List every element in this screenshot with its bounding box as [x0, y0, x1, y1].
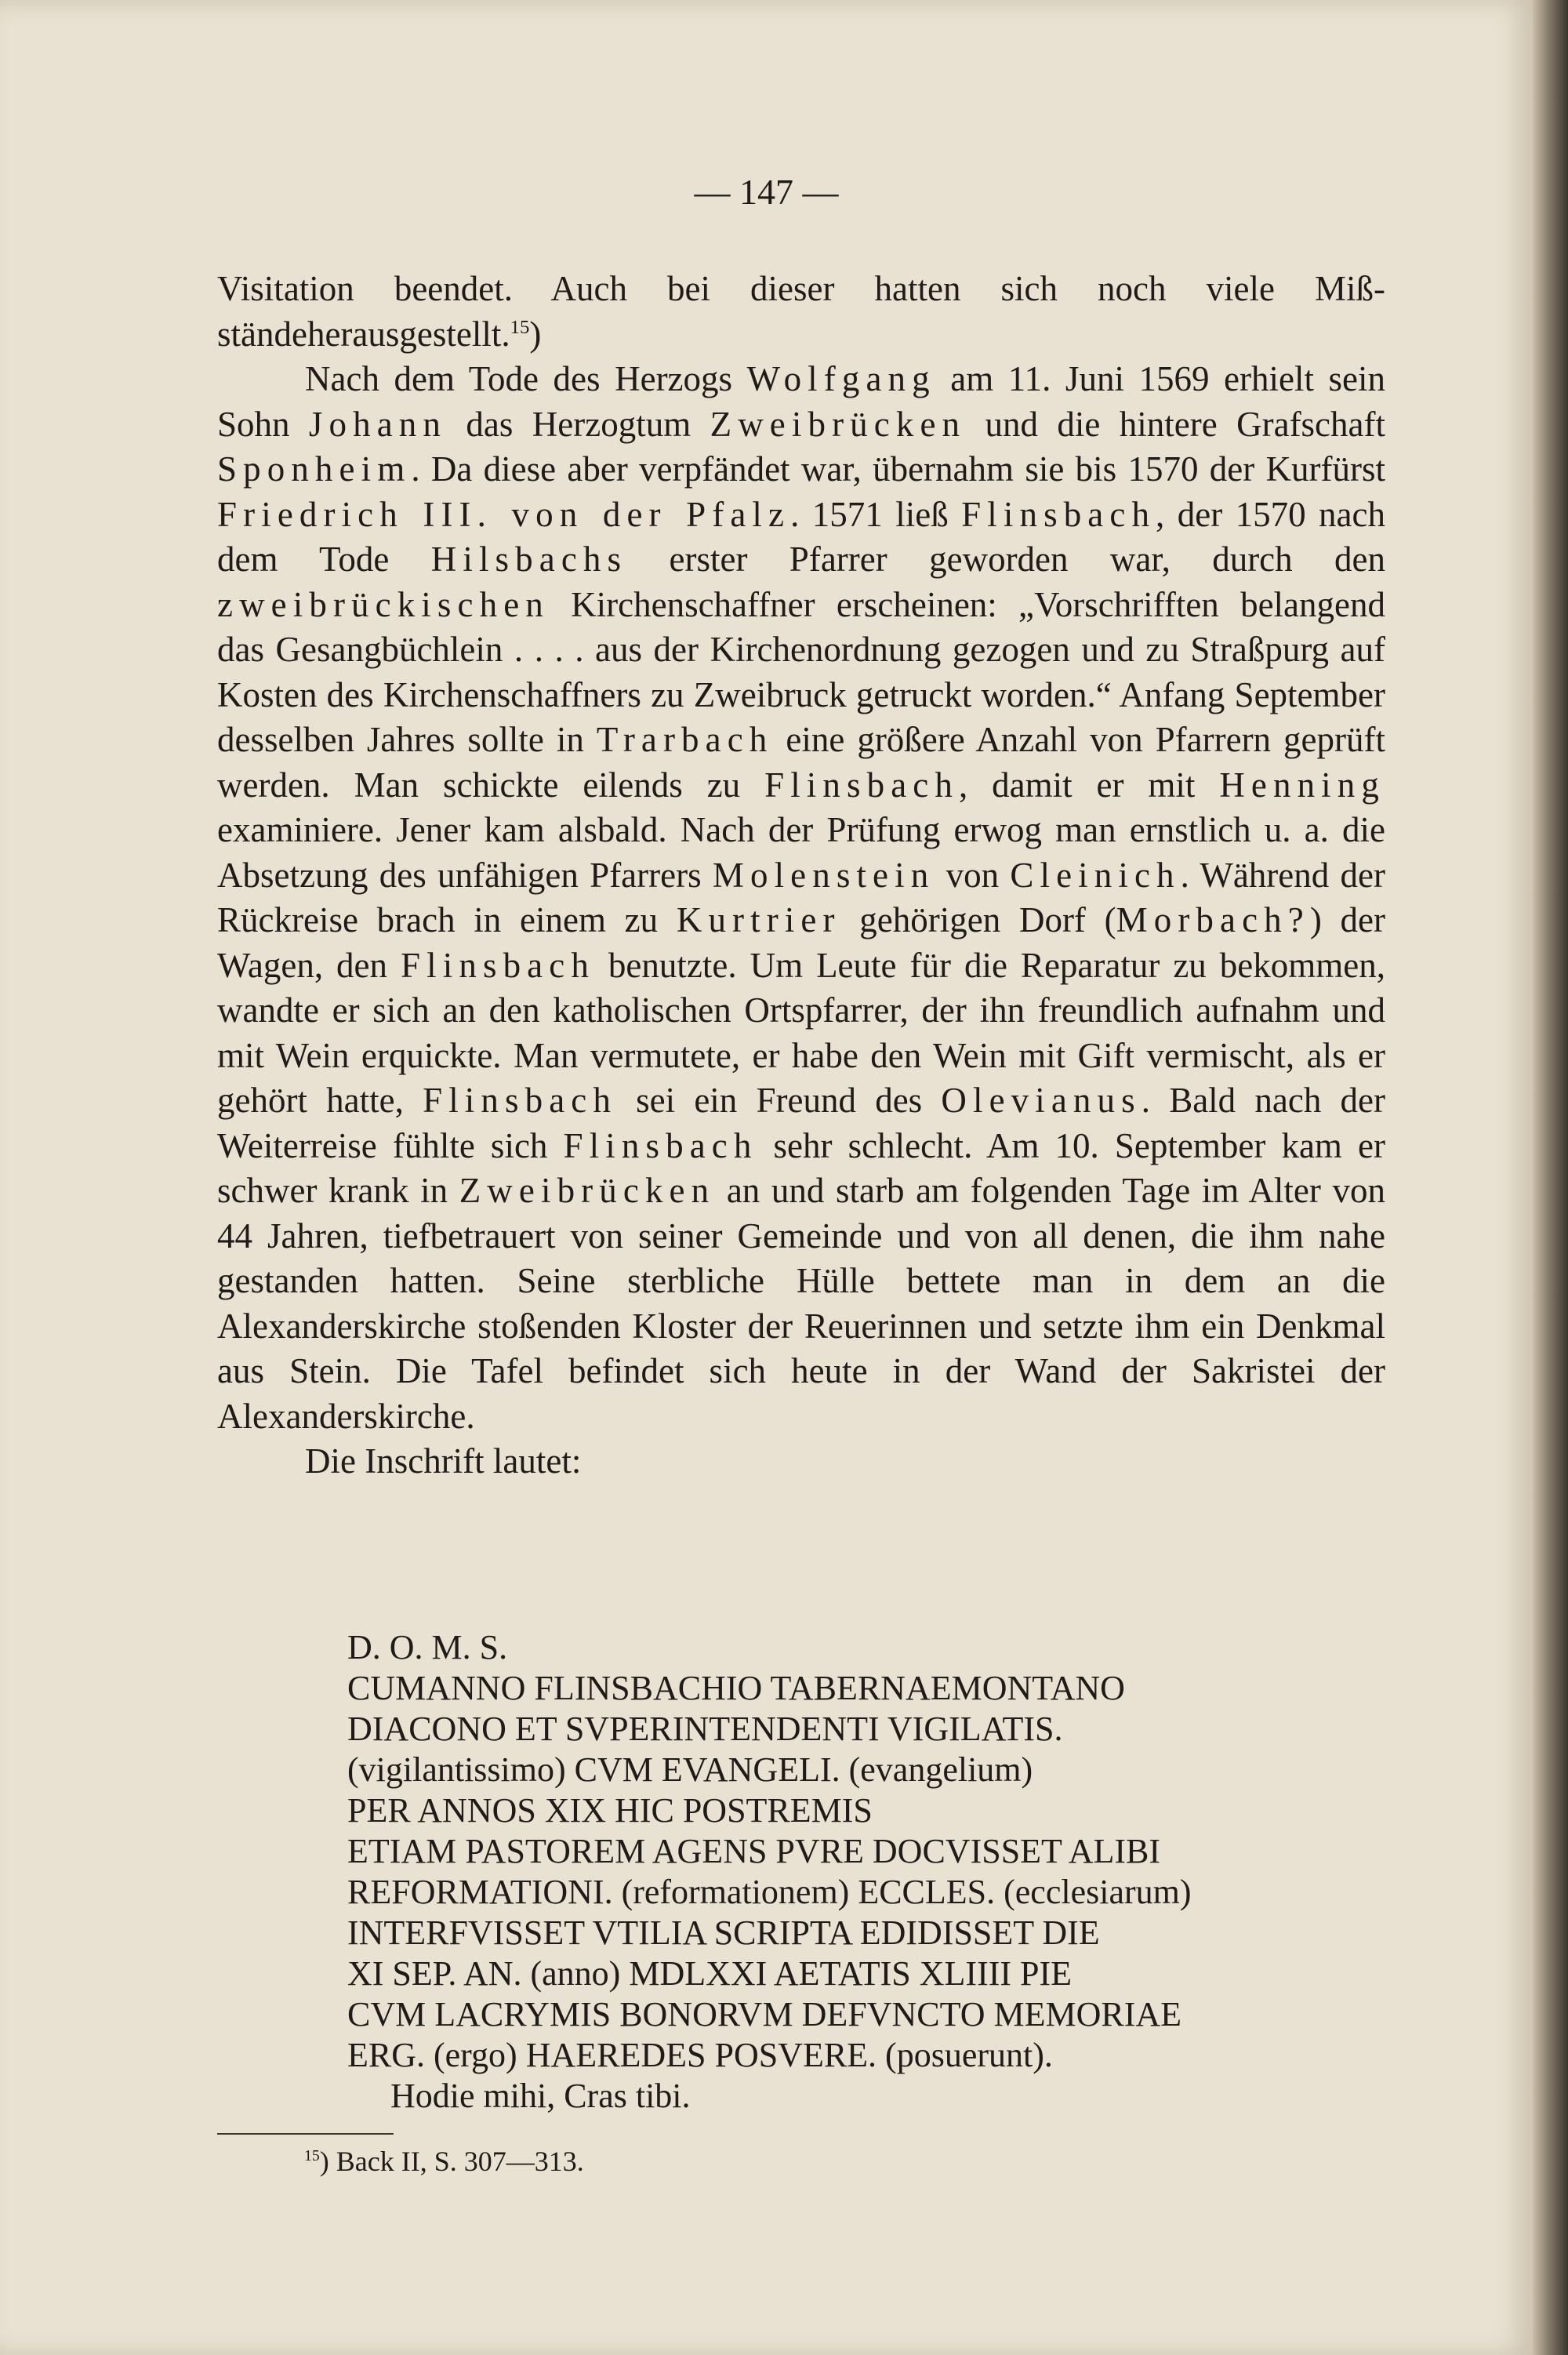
name-flinsbach: Flinsbach	[563, 1125, 758, 1165]
footnote: $^{15}$) Back II, S. 307—313.	[304, 2146, 584, 2177]
name-flinsbach: Flinsbach	[764, 765, 959, 805]
paragraph-1: Visitation beendet. Auch bei dieser hatten sich noch viele Miß-ständeherausgestellt.$^{15}$)	[217, 269, 1385, 354]
inscription-line: CUMANNO FLINSBACHIO TABERNAEMONTANO	[347, 1669, 1125, 1707]
footnote-ref: 15	[510, 316, 530, 338]
paragraph-3: Die Inschrift lautet:	[305, 1441, 582, 1481]
place-kurtrier: Kurtrier	[676, 900, 841, 939]
name-flinsbach: Flinsbach	[961, 494, 1156, 534]
paragraph-2: Nach dem Tode des Herzogs Wolfgang am 11. Juni 1569 erhielt sein Sohn Johann das Herzogtum Zweibrücken und die hintere Grafschaft Sponheim. Da diese aber verpfändet war, übernahm sie bis 1570 der Kurfürst Friedrich III. von der Pfalz. 1571 ließ Flinsbach, der 1570 nach dem Tode Hilsbachs erster Pfarrer geworden war, durch den zweibrückischen Kirchenschaffner erscheinen: „Vorschrifften belangend das Gesangbüchlein . . . . aus der Kirchenordnung gezogen und zu Straßpurg auf Kosten des Kirchenschaffners zu Zweibruck getruckt worden.“ Anfang September desselben Jahres sollte in Trarbach eine größere Anzahl von Pfarrern geprüft werden. Man schickte eilends zu Flinsbach, damit er mit Henning examiniere. Jener kam alsbald. Nach der Prüfung erwog man ernstlich u. a. die Absetzung des unfähigen Pfarrers Molenstein von Cleinich. Während der Rückreise brach in einem zu Kurtrier gehörigen Dorf (Morbach?) der Wagen, den Flinsbach benutzte. Um Leute für die Reparatur zu bekommen, wandte er sich an den katholischen Ortspfarrer, der ihn freundlich aufnahm und mit Wein erquickte. Man vermutete, er habe den Wein mit Gift vermischt, als er gehört hatte, Flinsbach sei ein Freund des Olevianus. Bald nach der Weiterreise fühlte sich Flinsbach sehr schlecht. Am 10. September kam er schwer krank in Zweibrücken an und starb am folgenden Tage im Alter von 44 Jahren, tiefbetrauert von seiner Gemeinde und von all denen, die ihm nahe gestanden hatten. Seine sterbliche Hülle bettete man in dem an die Alexanderskirche stoßenden Kloster der Reuerinnen und setzte ihm ein Denkmal aus Stein. Die Tafel befindet sich heute in der Wand der Sakristei der Alexanderskirche.	[217, 359, 1386, 1436]
inscription-closing: Hodie mihi, Cras tibi.	[390, 2077, 691, 2115]
inscription-line: INTERFVISSET VTILIA SCRIPTA EDIDISSET DIE	[347, 1913, 1100, 1952]
name-wolfgang: Wolfgang	[746, 359, 936, 398]
inscription-line: PER ANNOS XIX HIC POSTREMIS	[347, 1791, 873, 1830]
name-henning: Henning	[1219, 765, 1385, 805]
inscription-line: ETIAM PASTOREM AGENS PVRE DOCVISSET ALIBI	[347, 1832, 1161, 1870]
name-johann: Johann	[308, 404, 448, 444]
place-morbach: Morbach?	[1116, 900, 1310, 939]
inscription-line: (vigilantissimo) CVM EVANGELI. (evangelium)	[347, 1750, 1033, 1789]
book-edge	[1533, 0, 1568, 2355]
word-zweibrueckischen: zweibrückischen	[217, 584, 550, 624]
body-text	[217, 267, 1385, 1485]
inscription	[347, 1627, 1445, 2117]
inscription-line: REFORMATIONI. (reformationem) ECCLES. (ecclesiarum)	[347, 1873, 1192, 1911]
place-sponheim: Sponheim	[217, 449, 412, 489]
inscription-line: CVM LACRYMIS BONORVM DEFVNCTO MEMORIAE	[347, 1995, 1182, 2033]
inscription-line: XI SEP. AN. (anno) MDLXXI AETATIS XLIIII PIE	[347, 1954, 1073, 1993]
page-number: — 147 —	[694, 172, 839, 212]
footnote-number: 15	[304, 2147, 320, 2164]
inscription-line: D. O. M. S.	[347, 1628, 508, 1666]
place-zweibruecken: Zweibrücken	[459, 1171, 716, 1210]
place-cleinich: Cleinich	[1010, 855, 1181, 895]
name-olevianus: Olevianus	[941, 1081, 1142, 1120]
name-hilsbachs: Hilsbachs	[430, 540, 628, 579]
name-flinsbach: Flinsbach	[401, 945, 595, 985]
place-trarbach: Trarbach	[596, 720, 774, 759]
name-friedrich: Friedrich III. von der Pfalz	[217, 494, 791, 534]
name-molenstein: Molenstein	[712, 855, 935, 895]
inscription-line: DIACONO ET SVPERINTENDENTI VIGILATIS.	[347, 1710, 1063, 1748]
place-zweibruecken: Zweibrücken	[710, 404, 967, 444]
inscription-line: ERG. (ergo) HAEREDES POSVERE. (posuerunt).	[347, 2036, 1053, 2074]
name-flinsbach: Flinsbach	[423, 1081, 617, 1120]
footnote-rule	[217, 2133, 394, 2135]
